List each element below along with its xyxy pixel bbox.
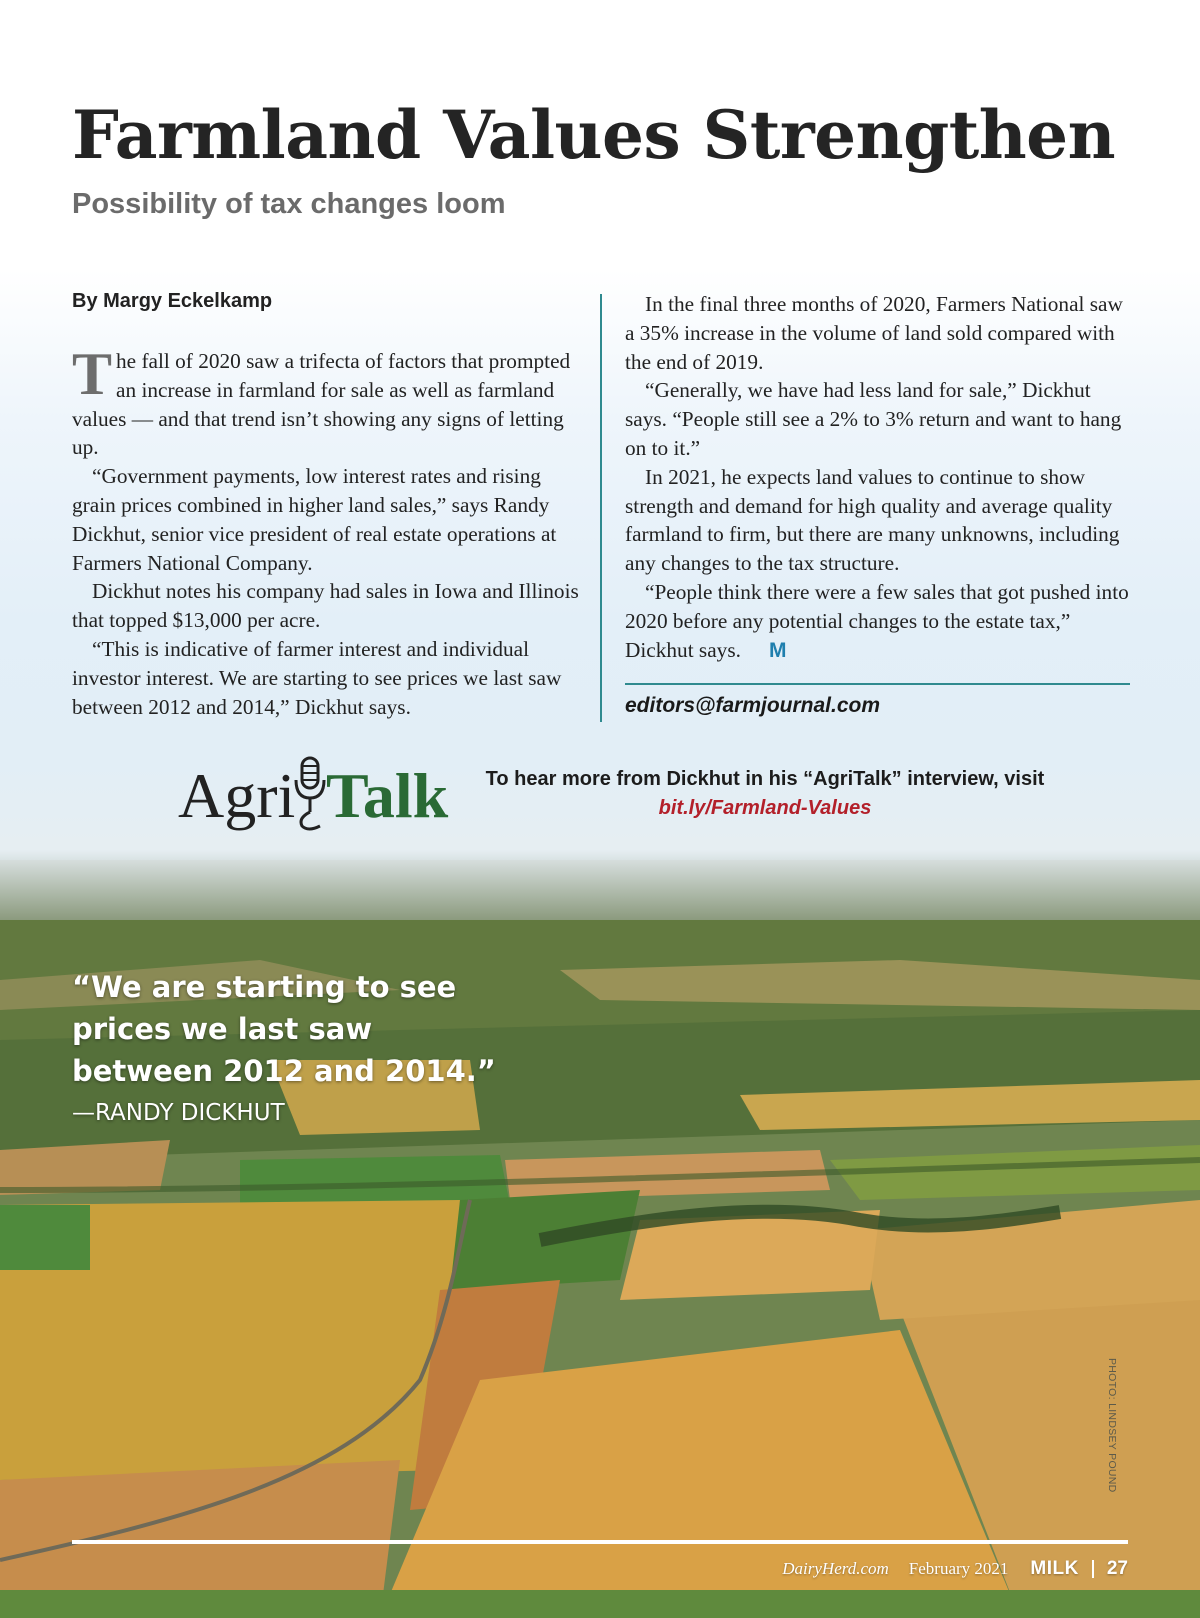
footer-website: DairyHerd.com — [782, 1559, 889, 1578]
email-divider — [625, 683, 1130, 685]
paragraph: “People think there were a few sales that got pushed into 2020 before any potential changes to the estate tax,” Dickhut says. M — [625, 578, 1133, 665]
column-divider — [600, 294, 602, 722]
paragraph: “This is indicative of farmer interest and individual investor interest. We are starting to see prices we last saw between 2012 and 2014,” Dickhut says. — [72, 636, 562, 719]
paragraph: “Generally, we have had less land for sale,” Dickhut says. “People still see a 2% to 3% return and want to hang on to it.” — [625, 378, 1122, 460]
paragraph: Dickhut notes his company had sales in Iowa and Illinois that topped $13,000 per acre. — [72, 579, 579, 633]
footer-date: February 2021 — [908, 1559, 1009, 1578]
drop-cap: T — [72, 341, 113, 407]
microphone-icon — [290, 756, 330, 838]
footer-separator — [1092, 1560, 1094, 1578]
paragraph: The fall of 2020 saw a trifecta of factors that prompted an increase in farmland for sale as well as farmland values — and that trend isn’t showing any signs of letting up. — [72, 341, 571, 460]
byline: By Margy Eckelkamp — [72, 290, 273, 312]
promo-text — [470, 768, 1060, 820]
logo-agri-text: Agri — [178, 760, 296, 831]
page-footer — [782, 1558, 1128, 1580]
subheadline: Possibility of tax changes loom — [72, 188, 506, 220]
logo-talk-text: Talk — [326, 760, 449, 831]
footer-rule — [72, 1540, 1128, 1544]
promo-message: To hear more from Dickhut in his “AgriTalk” interview, visit — [485, 768, 1045, 790]
article-column-right — [625, 290, 1133, 665]
page-number: 27 — [1106, 1558, 1128, 1579]
editor-email-link[interactable]: editors@farmjournal.com — [625, 694, 881, 717]
paragraph: In 2021, he expects land values to continue to show strength and demand for high quality and average quality farmland to firm, but there are many unknowns, including any changes to the tax structure. — [625, 464, 1120, 576]
paragraph: In the final three months of 2020, Farmers National saw a 35% increase in the volume of land sold compared with the end of 2019. — [625, 292, 1123, 374]
headline: Farmland Values Strengthen — [72, 96, 1116, 174]
article-column-left — [72, 341, 580, 721]
footer-magazine: MILK — [1030, 1558, 1079, 1579]
end-mark-icon: M — [768, 638, 787, 662]
pull-quote: “We are starting to see prices we last saw between 2012 and 2014.” — [72, 970, 496, 1088]
agritalk-logo — [178, 754, 458, 844]
paragraph: “Government payments, low interest rates and rising grain prices combined in higher land sales,” says Randy Dickhut, senior vice president of real estate operations at Farmers National Company. — [72, 464, 557, 575]
photo-credit: PHOTO: LINDSEY POUND — [1106, 1358, 1118, 1493]
pull-quote-attribution: —RANDY DICKHUT — [72, 1100, 285, 1126]
promo-link[interactable]: bit.ly/Farmland-Values — [658, 797, 872, 819]
